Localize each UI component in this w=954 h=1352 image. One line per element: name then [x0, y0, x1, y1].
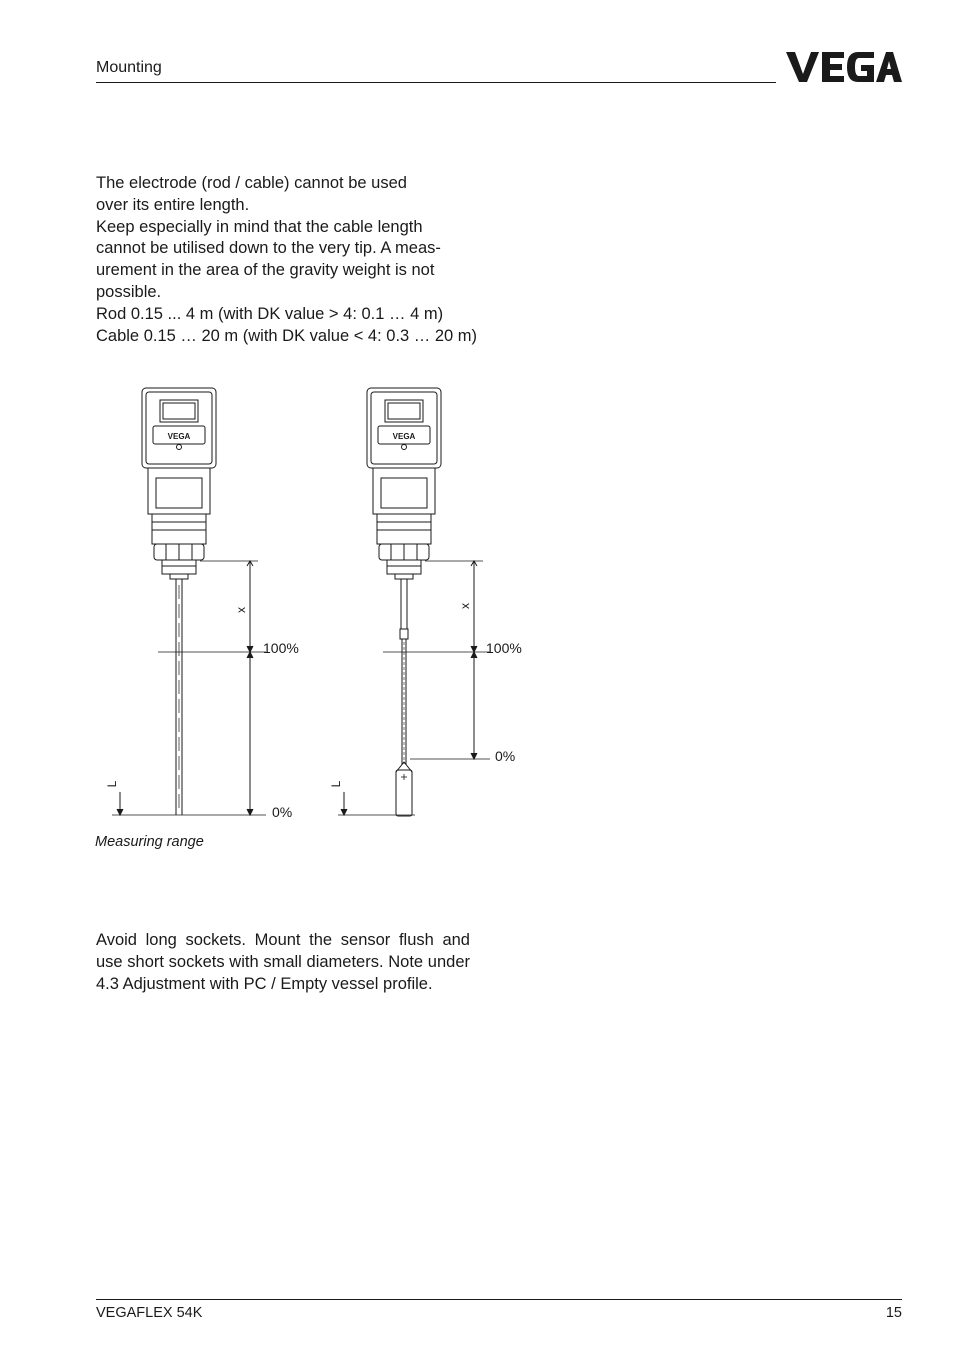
header-rule — [96, 82, 776, 83]
rod-housing-logo: VEGA — [167, 432, 191, 441]
intro-line: Cable 0.15 … 20 m (with DK value < 4: 0.3 … 20 m) — [96, 326, 478, 345]
intro-line: possible. — [96, 282, 162, 301]
rod-100-label: 100% — [263, 640, 299, 656]
footer-product: VEGAFLEX 54K — [96, 1305, 203, 1321]
intro-line: Rod 0.15 ... 4 m (with DK value > 4: 0.1 … 4 m) — [96, 304, 444, 323]
cable-housing-logo: VEGA — [392, 432, 416, 441]
measuring-range-figure — [90, 380, 550, 830]
cable-sensor — [338, 388, 490, 816]
cable-100-label: 100% — [486, 640, 522, 656]
rod-0-label: 0% — [272, 804, 293, 820]
rod-l-label: L — [105, 780, 119, 788]
intro-text — [96, 173, 516, 347]
cable-x-label: x — [458, 603, 472, 609]
figure-caption: Measuring range — [95, 834, 204, 850]
rod-x-label: x — [234, 607, 248, 613]
intro-line: cannot be utilised down to the very tip. A meas- — [96, 239, 441, 258]
outro-text — [96, 930, 470, 995]
section-title: Mounting — [96, 59, 162, 76]
cable-0-label: 0% — [495, 748, 516, 764]
intro-line: The electrode (rod / cable) cannot be used — [96, 174, 407, 192]
intro-line: urement in the area of the gravity weight is not — [96, 261, 435, 280]
cable-l-label: L — [329, 780, 343, 788]
footer-rule — [96, 1299, 902, 1300]
intro-line: Keep especially in mind that the cable length — [96, 217, 423, 236]
vega-logo — [786, 50, 902, 84]
rod-sensor — [112, 388, 266, 815]
outro-paragraph: Avoid long sockets. Mount the sensor flush and use short sockets with small diameters. Note under 4.3 Adjustment with PC / Empty vessel profile. — [96, 931, 470, 993]
intro-line: over its entire length. — [96, 195, 250, 214]
page-number: 15 — [885, 1305, 902, 1321]
